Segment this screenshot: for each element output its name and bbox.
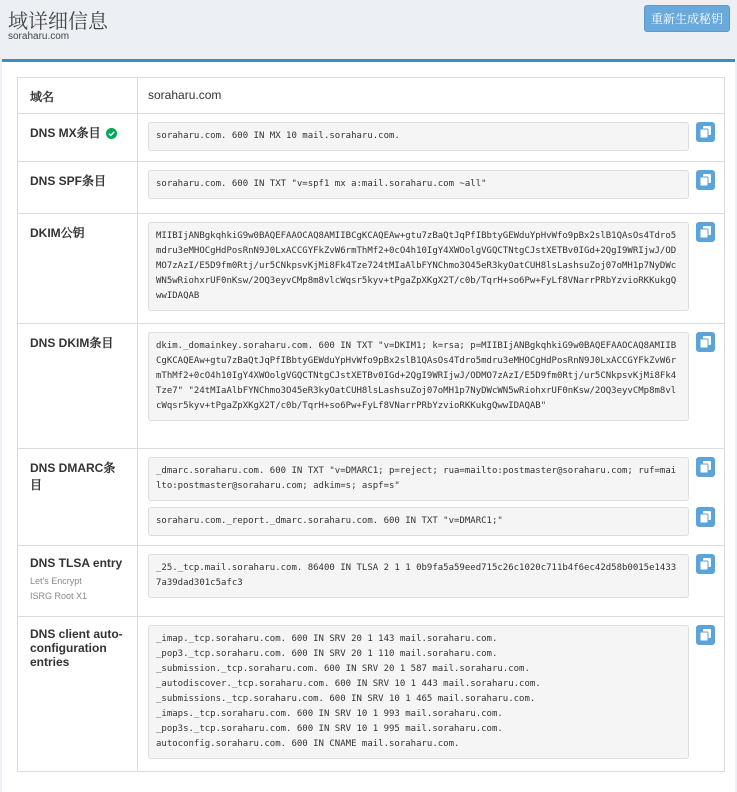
copy-button[interactable] (696, 507, 715, 527)
domain-details-box (2, 59, 735, 792)
regenerate-keys-button[interactable]: 重新生成秘钥 (644, 5, 730, 32)
copy-button[interactable] (696, 554, 715, 574)
row-label: 域名 (18, 78, 138, 114)
copy-button[interactable] (696, 222, 715, 242)
check-circle-icon (106, 128, 117, 139)
domain-details-table (17, 77, 725, 772)
copy-icon (700, 226, 711, 238)
dmarc-report-record[interactable]: soraharu.com._report._dmarc.soraharu.com. 600 IN TXT "v=DMARC1;" (148, 507, 689, 536)
row-dmarc (18, 449, 725, 546)
mx-record[interactable]: soraharu.com. 600 IN MX 10 mail.soraharu.com. (148, 122, 689, 151)
dkim-public-key[interactable]: MIIBIjANBgkqhkiG9w0BAQEFAAOCAQ8AMIIBCgKCAQEAw+gtu7zBaQtJqPfIBbtyGEWduYpHvWfo9pBx2slB1QAsOs4Tdro5mdru3eMHOCgHdPosRnN9J0LxACCGYFkZvW6rmThMf2+0cO4h10IgY4XWOolgVGQCTNtgCJstXETBv0IGd+2QgI9WRIjwJ/ODMO7zAzI/E5D9fm0Rtj/ur5CNkpsvKjMi8Fk4Tze724tMIaAlbFYNChmo3O45eR3kyOatCUH8lsLashsuZoj07oMH1p7NyDWcWN5wRiohxrUF0nKsw/2OQ3eyvCMp8m8vlcWqsr5kyv+tPgaZpXKgX2T/c0b/TqrH+so6Pw+FyLf8VNarrPRbYzvioRKKukgQwwIDAQAB (148, 222, 689, 311)
copy-button[interactable] (696, 457, 715, 477)
row-label: DNS DKIM条目 (18, 324, 138, 449)
row-spf (18, 162, 725, 214)
row-tlsa (18, 546, 725, 617)
row-label: DNS client auto-configuration entries (18, 617, 138, 772)
page-title: 域详细信息 (8, 11, 108, 33)
row-autoconf (18, 617, 725, 772)
autoconf-records[interactable]: _imap._tcp.soraharu.com. 600 IN SRV 20 1 143 mail.soraharu.com. _pop3._tcp.soraharu.com. 600 IN SRV 20 1 110 mail.soraharu.com. _submission._tcp.soraharu.com. 600 IN SRV 20 1 587 mail.soraharu.com. _autodiscover._tcp.soraharu.com. 600 IN SRV 10 1 443 mail.soraharu.com. _submissions._tcp.soraharu.com. 600 IN SRV 10 1 465 mail.soraharu.com. _imaps._tcp.soraharu.com. 600 IN SRV 10 1 993 mail.soraharu.com. _pop3s._tcp.soraharu.com. 600 IN SRV 10 1 995 mail.soraharu.com. autoconfig.soraharu.com. 600 IN CNAME mail.soraharu.com. (148, 625, 689, 759)
domain-value: soraharu.com (148, 88, 222, 102)
copy-icon (700, 511, 711, 523)
page-header (0, 0, 737, 60)
copy-button[interactable] (696, 332, 715, 352)
row-mx (18, 114, 725, 162)
row-dkim (18, 324, 725, 449)
row-label: DNS DMARC条目 (18, 449, 138, 546)
row-label: DNS TLSA entry (30, 556, 123, 570)
dkim-record[interactable]: dkim._domainkey.soraharu.com. 600 IN TXT "v=DKIM1; k=rsa; p=MIIBIjANBgkqhkiG9w0BAQEFAAOCAQ8AMIIBCgKCAQEAw+gtu7zBaQtJqPfIBbtyGEWduYpHvWfo9pBx2slB1QAsOs4Tdro5mdru3eMHOCgHdPosRnN9J0LxACCGYFkZvW6rmThMf2+0cO4h10IgY4XWOolgVGQCTNtgCJstXETBv0IGd+2QgI9WRIjwJ/ODMO7zAzI/E5D9fm0Rtj/ur5CNkpsvKjMi8Fk4Tze7" "24tMIaAlbFYNChmo3O45eR3kyOatCUH8lsLashsuZoj07oMH1p7NyDWcWN5wRiohxrUF0nKsw/2OQ3eyvCMp8m8vlcWqsr5kyv+tPgaZpXKgX2T/c0b/TqrH+so6Pw+FyLf8VNarrPRbYzvioRKKukgQwwIDAQAB" (148, 332, 689, 421)
row-label: DKIM公钥 (18, 214, 138, 324)
dmarc-record[interactable]: _dmarc.soraharu.com. 600 IN TXT "v=DMARC1; p=reject; rua=mailto:postmaster@soraharu.com; ruf=mailto:postmaster@soraharu.com; adkim=s; aspf=s" (148, 457, 689, 501)
copy-icon (700, 461, 711, 473)
row-label: DNS SPF条目 (18, 162, 138, 214)
copy-icon (700, 629, 711, 641)
copy-button[interactable] (696, 625, 715, 645)
spf-record[interactable]: soraharu.com. 600 IN TXT "v=spf1 mx a:mail.soraharu.com ~all" (148, 170, 689, 199)
tlsa-record[interactable]: _25._tcp.mail.soraharu.com. 86400 IN TLSA 2 1 1 0b9fa5a59eed715c26c1020c711b4f6ec42d58b0015e14337a39dad301c5afc3 (148, 554, 689, 598)
copy-icon (700, 126, 711, 138)
copy-button[interactable] (696, 122, 715, 142)
row-domain (18, 78, 725, 114)
page-subtitle-domain: soraharu.com (8, 31, 70, 42)
row-dkim-key (18, 214, 725, 324)
row-label: DNS MX条目 (30, 126, 101, 140)
tlsa-issuer: Let's Encrypt (30, 576, 82, 586)
copy-icon (700, 558, 711, 570)
tlsa-root: ISRG Root X1 (30, 591, 88, 601)
copy-icon (700, 336, 711, 348)
copy-button[interactable] (696, 170, 715, 190)
copy-icon (700, 174, 711, 186)
